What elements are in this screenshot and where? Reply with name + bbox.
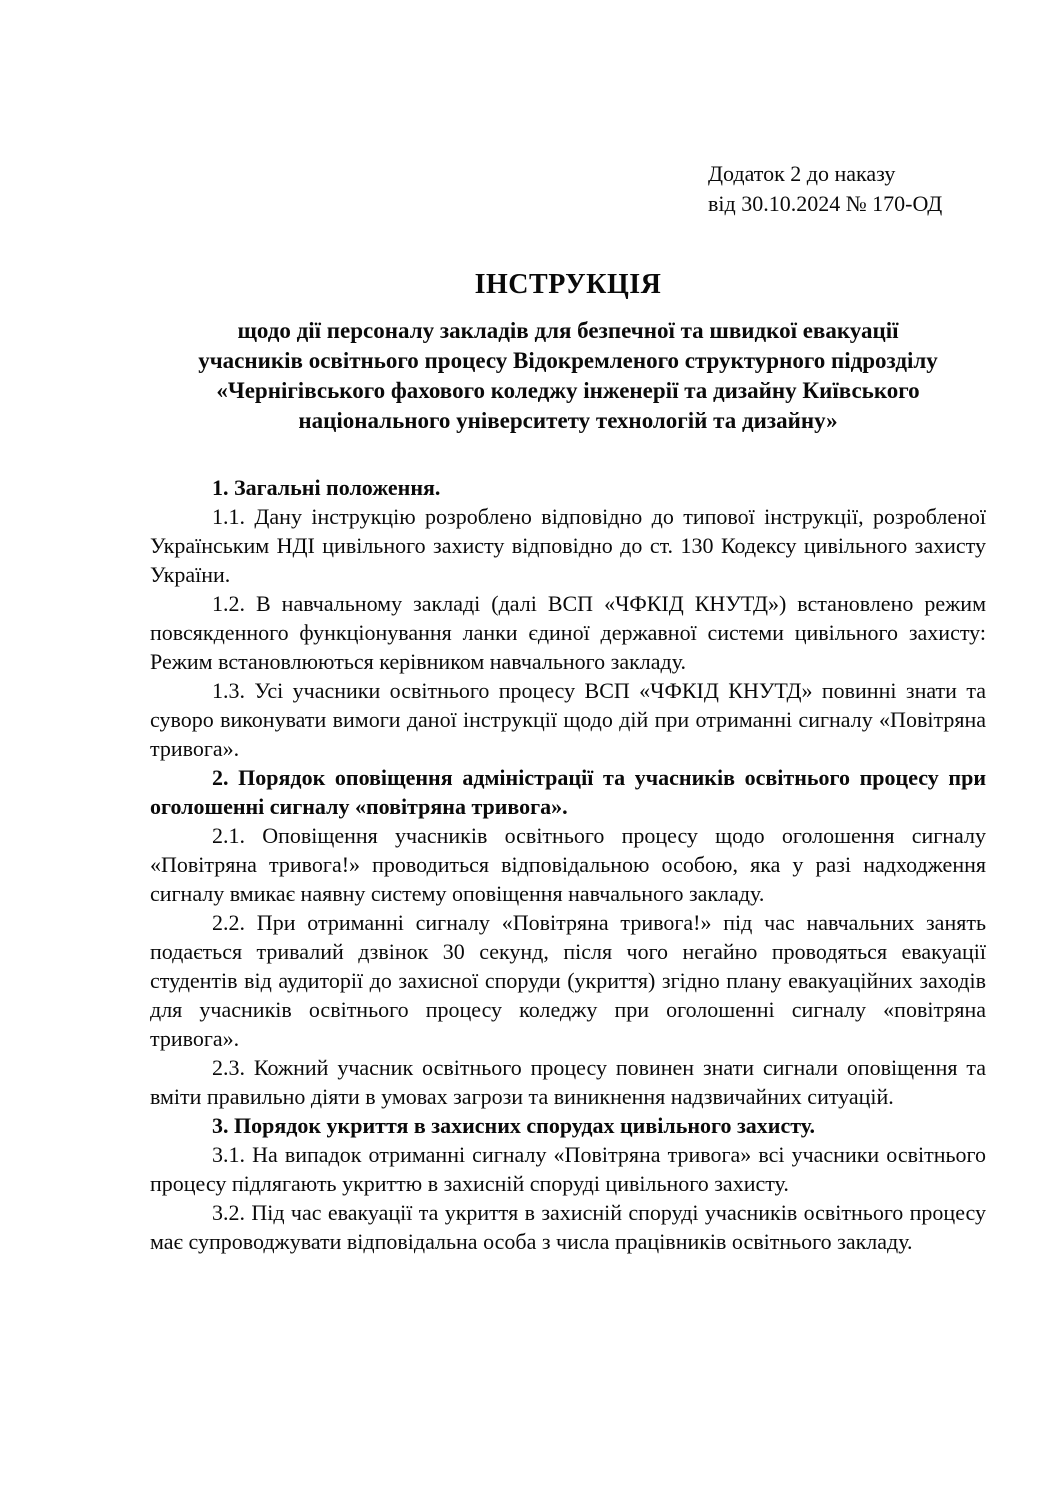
section-heading: 2. Порядок оповіщення адміністрації та учасників освітнього процесу при оголошенні сигналу «повітряна тривога». <box>150 765 986 819</box>
paragraph-1-3: 1.3. Усі учасники освітнього процесу ВСП «ЧФКІД КНУТД» повинні знати та суворо виконувати вимоги даної інструкції щодо дій при отриманні сигналу «Повітряна тривога». <box>150 678 986 761</box>
paragraph-2-1: 2.1. Оповіщення учасників освітнього процесу щодо оголошення сигналу «Повітряна тривога!» проводиться відповідальною особою, яка у разі надходження сигналу вмикає наявну систему оповіщення навчального закладу. <box>150 823 986 906</box>
document-title: ІНСТРУКЦІЯ <box>474 269 662 300</box>
subtitle-line-4: національного університету технологій та дизайну» <box>298 408 838 433</box>
paragraph-1-2: 1.2. В навчальному закладі (далі ВСП «ЧФКІД КНУТД») встановлено режим повсякденного функціонування ланки єдиної державної системи цивільного захисту: Режим встановлюються керівником навчального закладу. <box>150 591 986 674</box>
paragraph-3-2: 3.2. Під час евакуації та укриття в захисній споруді учасників освітнього процесу має супроводжувати відповідальна особа з числа працівників освітнього закладу. <box>150 1200 986 1254</box>
annex-line-2: від 30.10.2024 № 170-ОД <box>708 191 943 216</box>
annex-reference <box>708 159 986 219</box>
annex-line-1: Додаток 2 до наказу <box>708 161 896 186</box>
document-content <box>150 159 986 1256</box>
paragraph-1-1: 1.1. Дану інструкцію розроблено відповідно до типової інструкції, розробленої Українським НДІ цивільного захисту відповідно до ст. 130 Кодексу цивільного захисту України. <box>150 504 986 587</box>
paragraph-2-3: 2.3. Кожний учасник освітнього процесу повинен знати сигнали оповіщення та вміти правильно діяти в умовах загрози та виникнення надзвичайних ситуацій. <box>150 1055 986 1109</box>
paragraph-2-2: 2.2. При отриманні сигналу «Повітряна тривога!» під час навчальних занять подається тривалий дзвінок 30 секунд, після чого негайно проводяться евакуації студентів від аудиторії до захисної споруди (укриття) згідно плану евакуаційних заходів для учасників освітнього процесу коледжу при оголошенні сигналу «повітряна тривога». <box>150 910 986 1051</box>
subtitle-line-3: «Чернігівського фахового коледжу інженерії та дизайну Київського <box>216 378 920 403</box>
document-body <box>150 473 986 1256</box>
subtitle-line-2: учасників освітнього процесу Відокремленого структурного підрозділу <box>198 348 938 373</box>
section-heading: 1. Загальні положення. <box>212 475 441 500</box>
section-shelter-procedure <box>150 1111 986 1256</box>
section-heading: 3. Порядок укриття в захисних спорудах цивільного захисту. <box>212 1113 816 1138</box>
paragraph-3-1: 3.1. На випадок отриманні сигналу «Повітряна тривога» всі учасники освітнього процесу підлягають укриттю в захисній споруді цивільного захисту. <box>150 1142 986 1196</box>
subtitle-line-1: щодо дії персоналу закладів для безпечної та швидкої евакуації <box>237 318 899 343</box>
section-general-provisions <box>150 473 986 763</box>
document-subtitle <box>150 316 986 436</box>
section-notification-procedure <box>150 763 986 1111</box>
